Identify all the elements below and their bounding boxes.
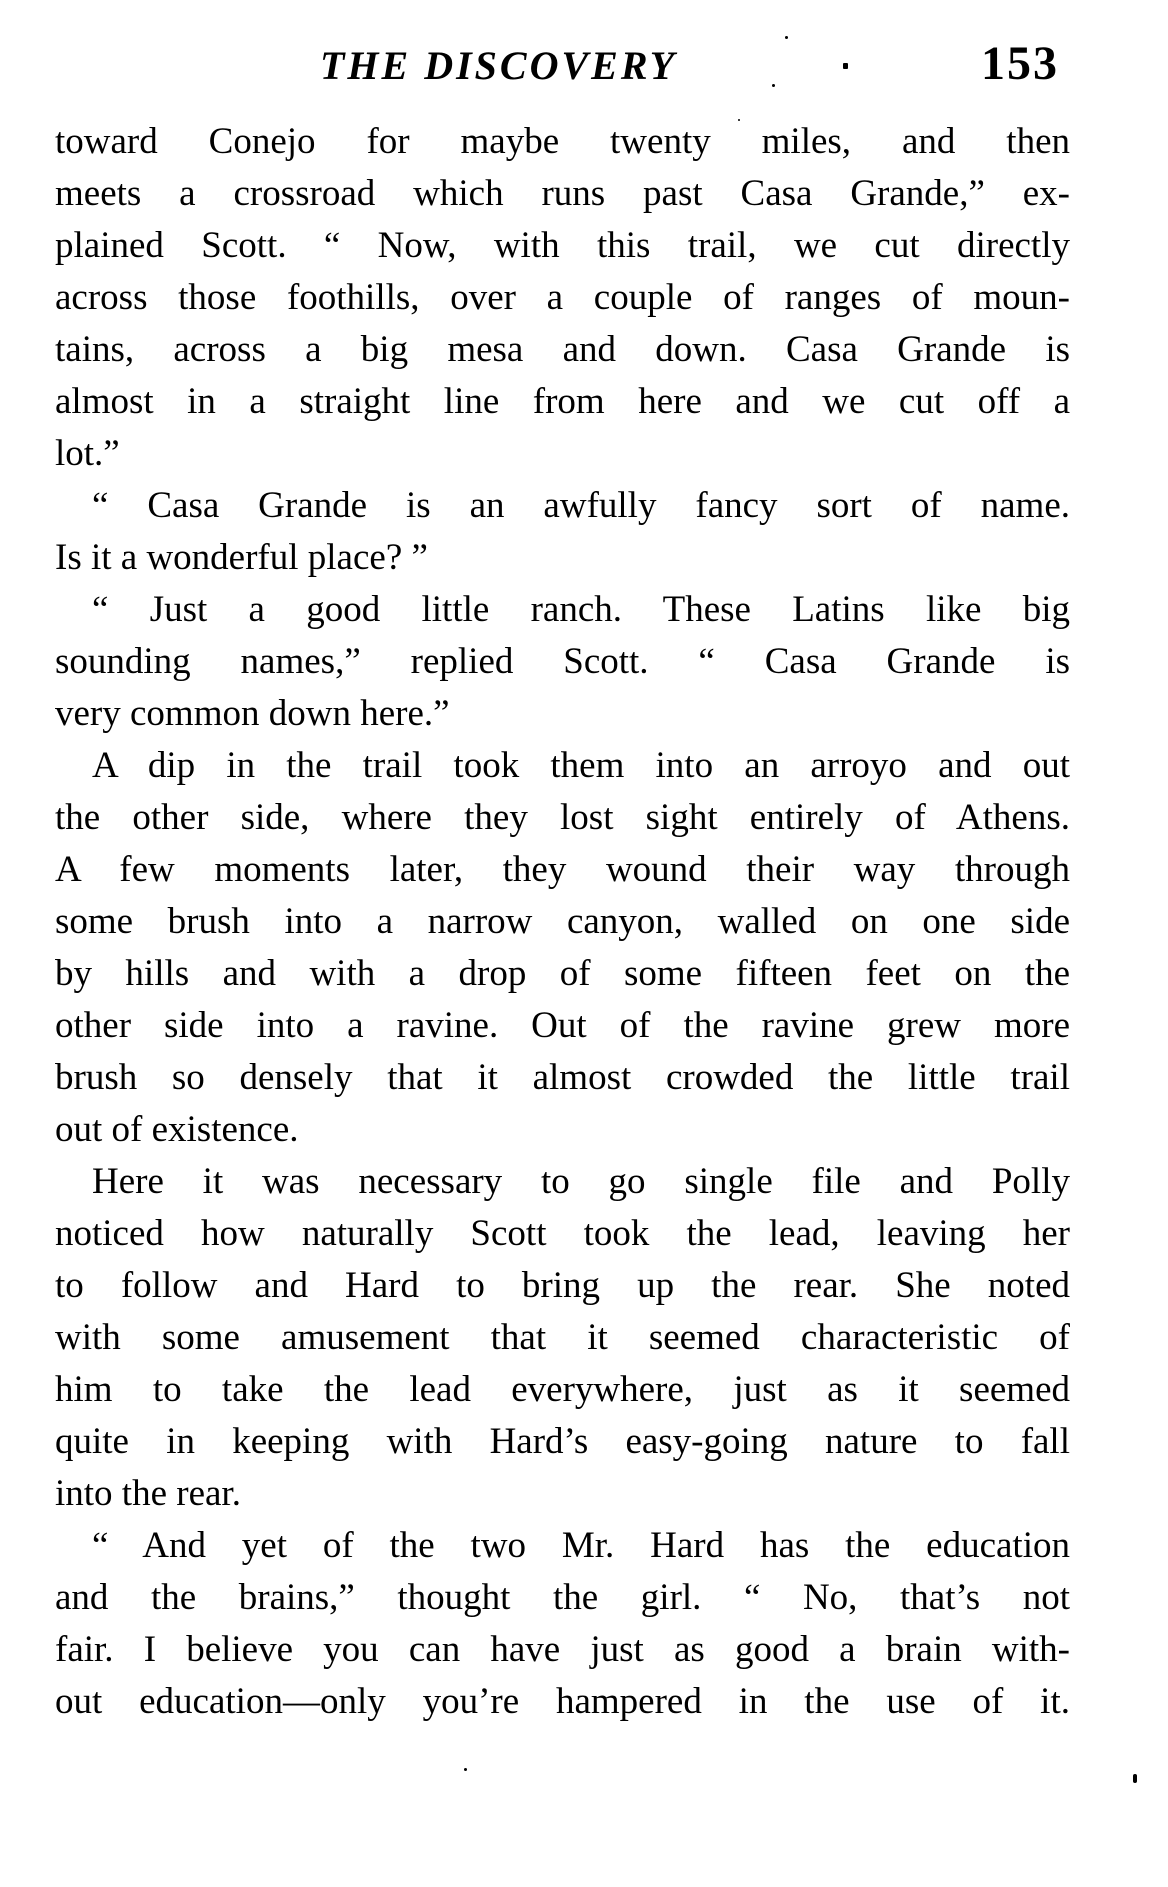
page-number: 153: [981, 37, 1059, 90]
text-line: by hills and with a drop of some fifteen feet on the: [55, 953, 1070, 994]
paragraph: [55, 1156, 1070, 1520]
text-line: other side into a ravine. Out of the ravine grew more: [55, 1005, 1070, 1046]
text-line: A dip in the trail took them into an arroyo and out: [92, 745, 1070, 786]
paragraph: [55, 480, 1070, 584]
running-title: THE DISCOVERY: [320, 43, 678, 88]
text-line: the other side, where they lost sight entirely of Athens.: [55, 797, 1070, 838]
text-line: meets a crossroad which runs past Casa Grande,” ex-: [55, 173, 1070, 214]
scan-speck: [843, 63, 848, 69]
text-line: very common down here.”: [55, 693, 450, 734]
scan-speck: [772, 84, 775, 87]
text-line: “ Casa Grande is an awfully fancy sort of name.: [92, 485, 1070, 526]
text-line: across those foothills, over a couple of ranges of moun-: [55, 277, 1070, 318]
text-line: noticed how naturally Scott took the lead, leaving her: [55, 1213, 1070, 1254]
text-line: out education—only you’re hampered in the use of it.: [55, 1681, 1070, 1722]
paragraph: [55, 584, 1070, 740]
text-line: into the rear.: [55, 1473, 241, 1514]
text-line: brush so densely that it almost crowded the little trail: [55, 1057, 1070, 1098]
running-head: [0, 37, 1168, 96]
text-line: lot.”: [55, 433, 120, 474]
text-line: with some amusement that it seemed characteristic of: [55, 1317, 1070, 1358]
text-line: “ Just a good little ranch. These Latins like big: [92, 589, 1070, 630]
text-line: sounding names,” replied Scott. “ Casa Grande is: [55, 641, 1070, 682]
text-line: to follow and Hard to bring up the rear. She noted: [55, 1265, 1070, 1306]
text-line: Here it was necessary to go single file and Polly: [92, 1161, 1070, 1202]
text-line: fair. I believe you can have just as good a brain with-: [55, 1629, 1070, 1670]
body-text: [55, 116, 1070, 1728]
scan-speck: [738, 119, 740, 121]
text-line: plained Scott. “ Now, with this trail, we cut directly: [55, 225, 1070, 266]
paragraph: [55, 740, 1070, 1156]
text-line: out of existence.: [55, 1109, 299, 1150]
text-line: some brush into a narrow canyon, walled on one side: [55, 901, 1070, 942]
scan-speck: [464, 1768, 467, 1771]
text-line: “ And yet of the two Mr. Hard has the education: [92, 1525, 1070, 1566]
scan-speck: [785, 36, 788, 39]
paragraph: [55, 1520, 1070, 1728]
text-line: A few moments later, they wound their way through: [55, 849, 1070, 890]
text-line: and the brains,” thought the girl. “ No, that’s not: [55, 1577, 1070, 1618]
text-line: him to take the lead everywhere, just as it seemed: [55, 1369, 1070, 1410]
scan-speck: [1133, 1774, 1137, 1783]
paragraph: [55, 116, 1070, 480]
text-line: Is it a wonderful place? ”: [55, 537, 428, 578]
text-line: quite in keeping with Hard’s easy-going nature to fall: [55, 1421, 1070, 1462]
text-line: almost in a straight line from here and we cut off a: [55, 381, 1070, 422]
text-line: toward Conejo for maybe twenty miles, and then: [55, 121, 1070, 162]
text-line: tains, across a big mesa and down. Casa Grande is: [55, 329, 1070, 370]
